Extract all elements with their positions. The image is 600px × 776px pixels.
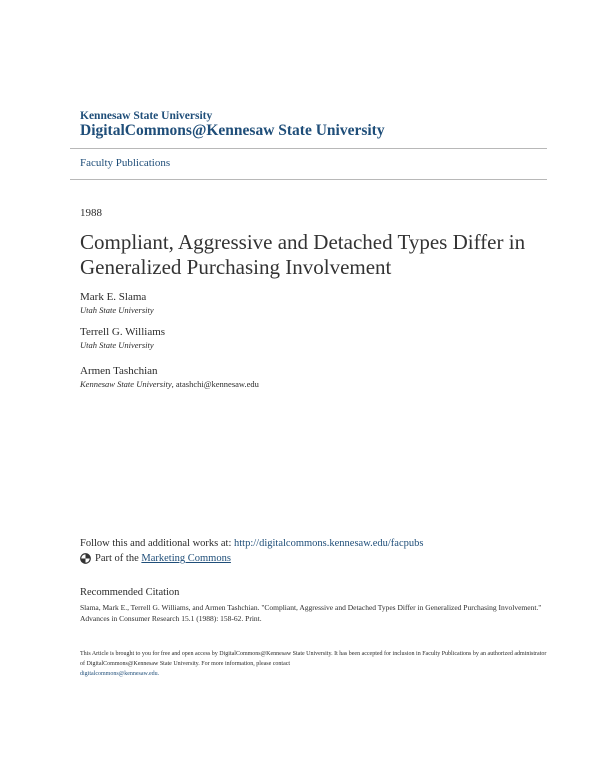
author-name: Armen Tashchian — [80, 365, 158, 377]
author-affiliation: Utah State University — [80, 305, 154, 315]
article-title: Compliant, Aggressive and Detached Types Differ in Generalized Purchasing Involvement — [80, 230, 526, 279]
part-of-label: Part of the — [95, 553, 139, 564]
marketing-commons-link[interactable]: Marketing Commons — [141, 553, 231, 564]
series-link[interactable]: Faculty Publications — [80, 157, 171, 169]
author-affiliation: Utah State University — [80, 340, 154, 350]
publication-year: 1988 — [80, 207, 102, 219]
network-icon — [80, 553, 91, 564]
citation-heading: Recommended Citation — [80, 587, 180, 598]
author-affiliation-line — [80, 379, 259, 389]
author-name: Mark E. Slama — [80, 291, 147, 303]
citation-text: Slama, Mark E., Terrell G. Williams, and Armen Tashchian. "Compliant, Aggressive and Detached Types Differ in Generalized Purchasing Involvement." Advances in Consumer Research 15.1 (1988): 158-62. Print. — [80, 603, 542, 623]
author-name: Terrell G. Williams — [80, 326, 166, 338]
part-of-line — [80, 553, 231, 564]
contact-email-link[interactable]: digitalcommons@kennesaw.edu. — [80, 671, 160, 677]
author-affiliation: Kennesaw State University — [80, 379, 172, 389]
series-divider — [70, 179, 547, 180]
follow-url-link[interactable]: http://digitalcommons.kennesaw.edu/facpubs — [234, 538, 424, 549]
access-notice: This Article is brought to you for free and open access by DigitalCommons@Kennesaw State University. It has been accepted for inclusion in Faculty Publications by an authorized administrator of DigitalCommons@Kennesaw State University. For more information, please contact — [80, 651, 547, 667]
repository-link[interactable]: DigitalCommons@Kennesaw State University — [80, 122, 385, 139]
follow-line — [80, 538, 423, 549]
author-email[interactable]: , atashchi@kennesaw.edu — [171, 379, 259, 389]
follow-label: Follow this and additional works at: — [80, 538, 232, 549]
header-divider — [70, 148, 547, 149]
institution-link[interactable]: Kennesaw State University — [80, 110, 213, 122]
